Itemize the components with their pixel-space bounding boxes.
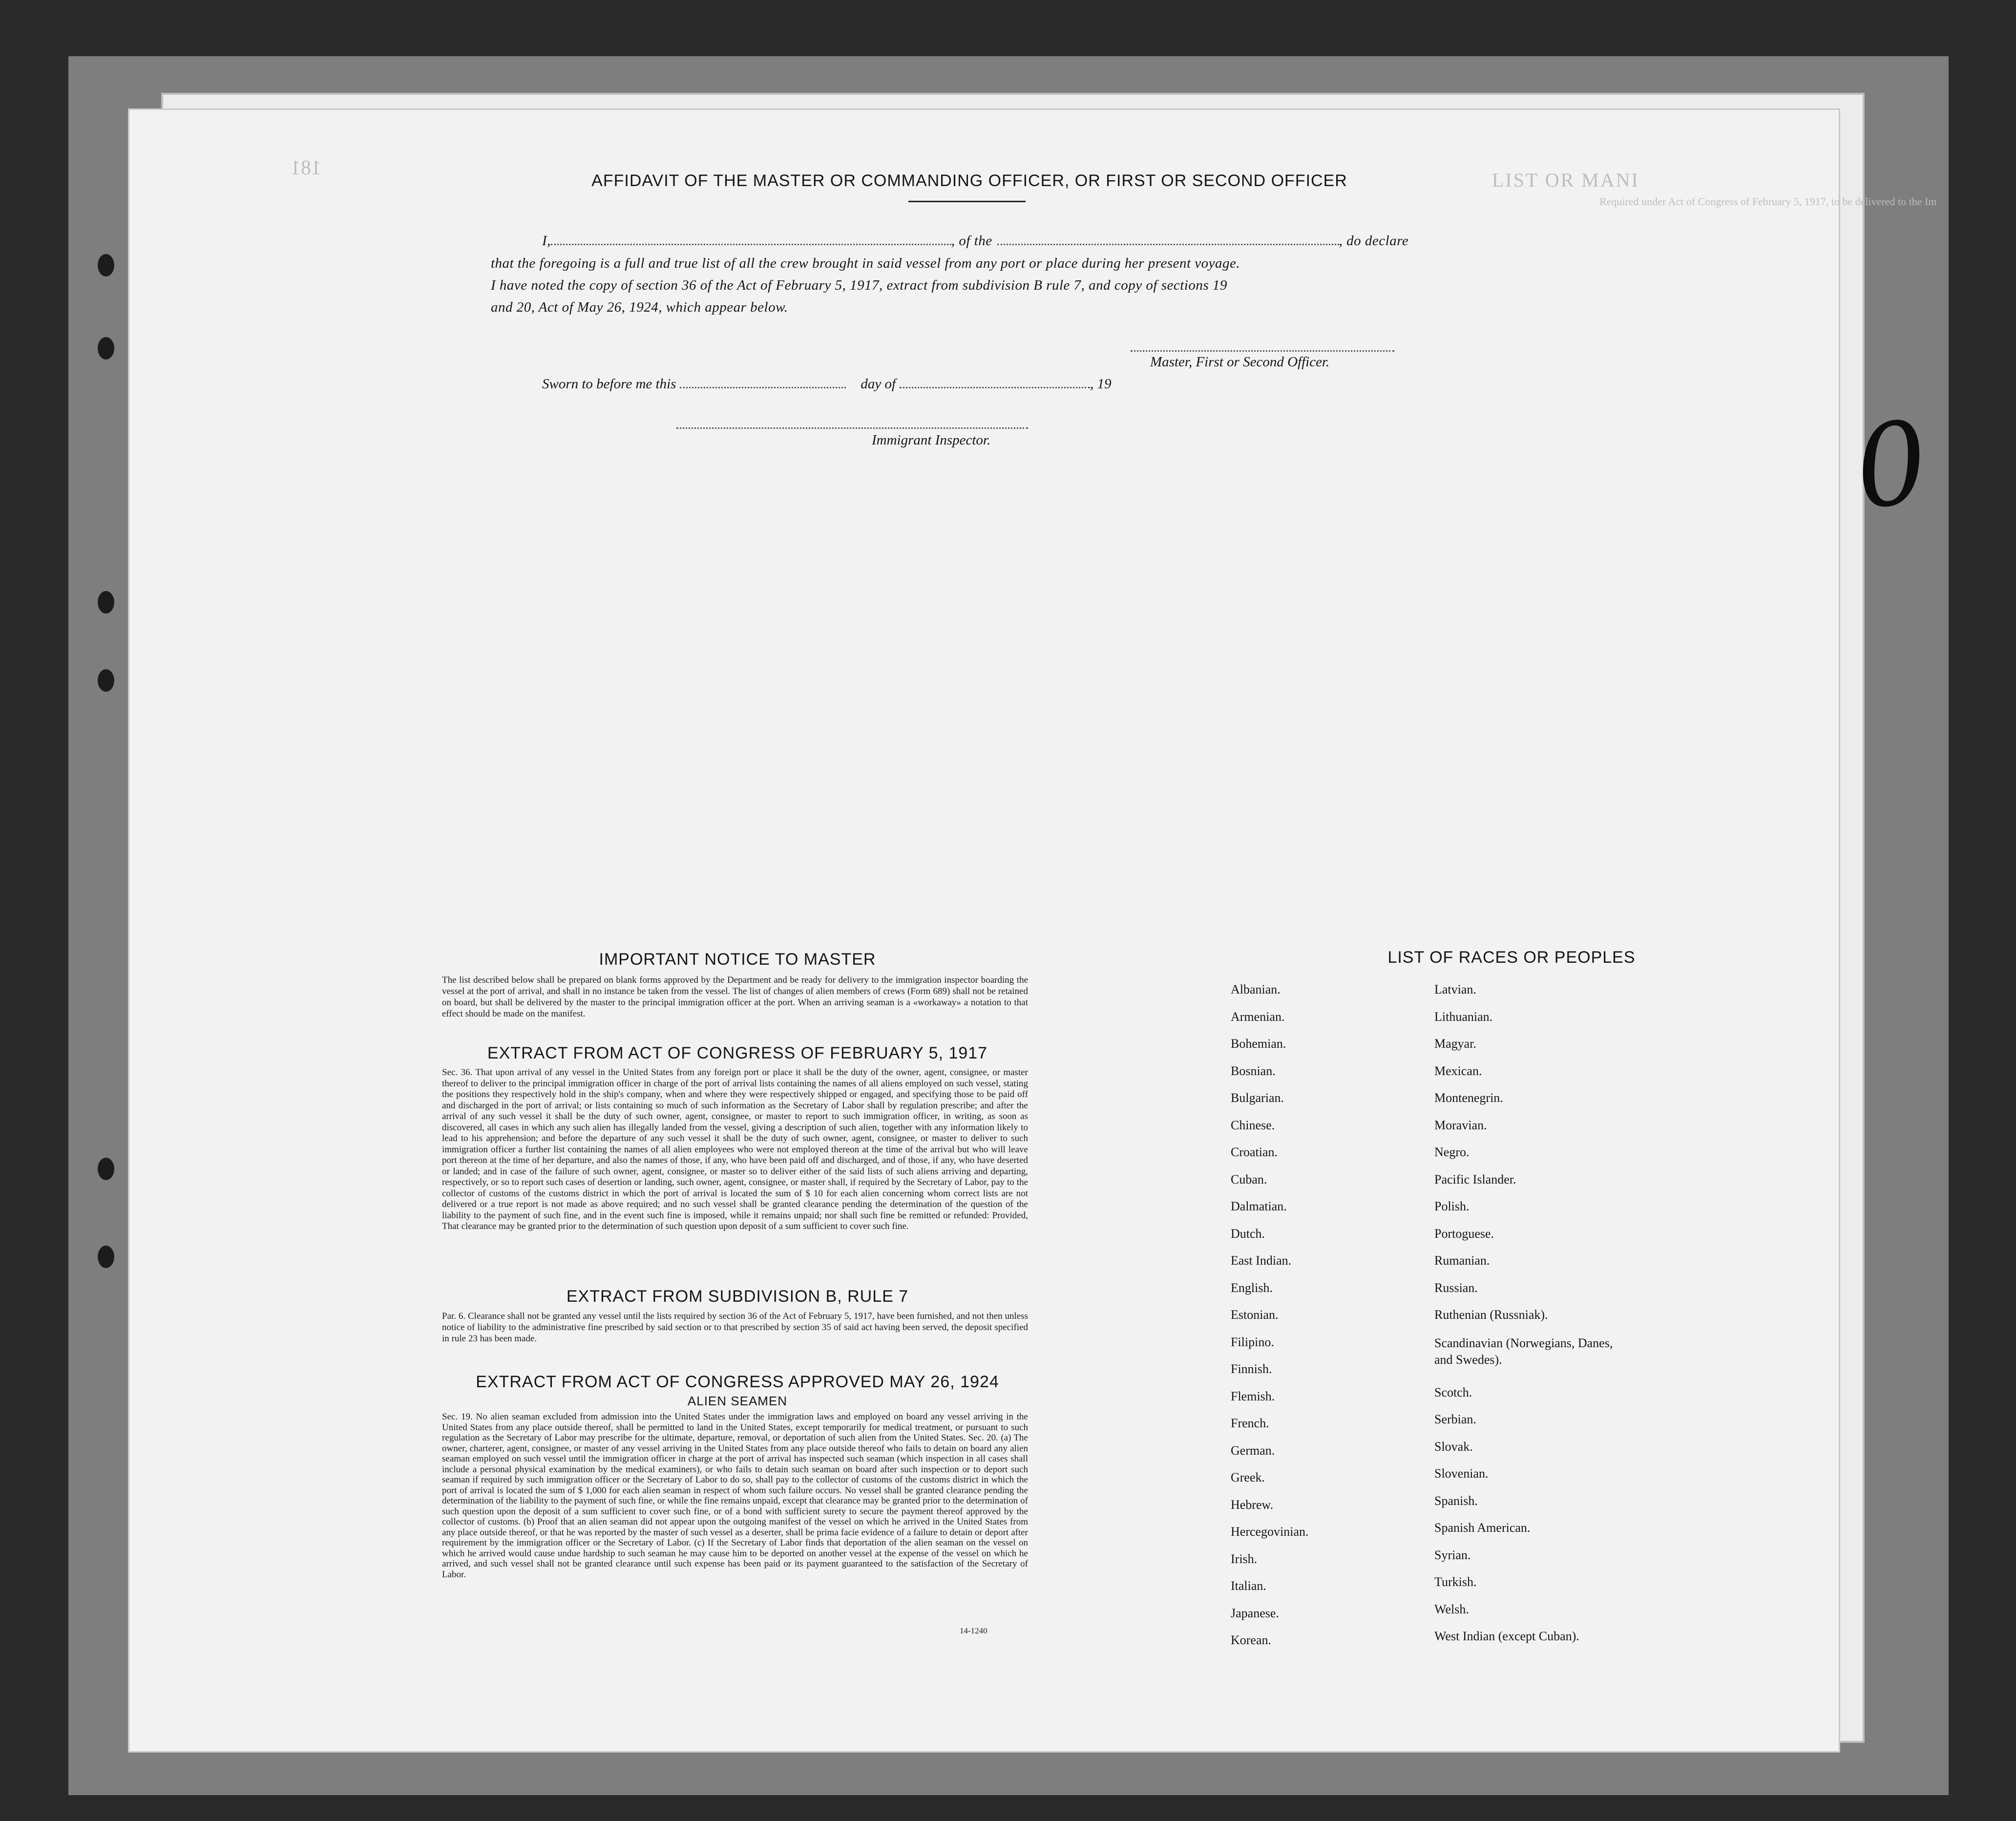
extract-1924-text: Sec. 19. No alien seaman excluded from admission into the United States under the immigration laws and employed on board any vessel arriving in the United States from any place outside thereof, shall be permitted to land in the United States, except temporarily for medical treatment, or pursuant to such regulation as the Secretary of Labor may prescribe for the ultimate, departure, removal, or deportation of such alien from the United States. Sec. 20. (a) The owner, charterer, agent, consignee, or master of any vessel arriving in the United States from any place outside thereof who fails to detain on board any alien seaman employed on such vessel until the immigration officer in charge at the port of arrival has inspected such seaman (which inspection in all cases shall include a personal physical examination by the medical examiners), or who fails to detain such seaman on board after such inspection or to deport such seaman if required by such immigration officer or the Secretary of Labor to do so, shall pay to the collector of customs of the customs district in which the port of arrival is located the sum of $ 1,000 for each alien seaman in respect of whom such failure occurs. No vessel shall be granted clearance pending the determination of the liability to the payment of such fine, or while the fine remains unpaid, except that clearance may be granted prior to the determination of such question upon the deposit of a sum sufficient to cover such fine, or of a bond with sufficient surety to secure the payment thereof approved by the collector of customs. (b) Proof that an alien seaman did not appear upon the outgoing manifest of the vessel on which he arrived in the United States from any place outside thereof, or that he was reported by the master of such vessel as a deserter, shall be prima facie evidence of a failure to detain or deport after requirement by the immigration officer or the Secretary of Labor. (c) If the Secretary of Labor finds that deportation of the alien seaman on the vessel on which he arrived would cause undue hardship to such seaman he may cause him to be deported on another vessel at the expense of the vessel on which he arrived, and such vessel shall not be granted clearance until such expense has been paid or its payment guaranteed to the satisfaction of the Secretary of Labor. xyxy=(442,1412,1028,1580)
race-item: Hebrew. xyxy=(1231,1497,1274,1512)
race-item: Lithuanian. xyxy=(1434,1009,1493,1024)
extract-1917-text: Sec. 36. That upon arrival of any vessel in the United States from any foreign port or place it shall be the duty of the owner, agent, consignee, or master thereof to deliver to the principal immigration officer in charge of the port of arrival lists containing the names of all aliens employed on such vessel, stating the positions they respectively hold in the ship's company, when and where they were respectively shipped or engaged, and specifying those to be paid off and discharged in the port of arrival; or lists containing so much of such information as the Secretary of Labor shall by regulation prescribe; and after the arrival of any such vessel it shall be the duty of such owner, agent, consignee, or master to report to such immigration officer, in writing, as soon as discovered, all cases in which any such alien has illegally landed from the vessel, giving a description of such alien, together with any information likely to lead to his apprehension; and before the departure of any such vessel it shall be the duty of such owner, agent, consignee, or master to deliver to such immigration officer a further list containing the names of all alien employees who were not employed thereon at the time of the arrival but who will leave port thereon at the time of her departure, and also the names of those, if any, who have been paid off and discharged, and of those, if any, who have deserted or landed; and in case of the failure of such owner, agent, consignee, or master so to deliver either of the said lists of such aliens arriving and departing, respectively, or so to report such cases of desertion or landing, such owner, agent, consignee, or master shall, if required by the Secretary of Labor, pay to the collector of customs of the customs district in which the port of arrival is located the sum of $ 10 for each alien concerning whom correct lists are not delivered or a true report is not made as above required; and no such vessel shall be granted clearance pending the determination of the question of the liability to the payment of such fine, and in the event such fine is imposed, while it remains unpaid; nor shall such fine be remitted or refunded: Provided, That clearance may be granted prior to the determination of such question upon deposit of a sum sufficient to cover such fine. xyxy=(442,1067,1028,1231)
race-item: Cuban. xyxy=(1231,1172,1267,1186)
sworn-text: Sworn to before me this xyxy=(542,376,676,392)
faint-subtitle: Required under Act of Congress of February 5, 1917, to be delivered to the Im xyxy=(1599,195,1937,208)
race-item: Negro. xyxy=(1434,1145,1470,1159)
declaration-do-declare: , do declare xyxy=(1339,233,1409,249)
race-item: Slovenian. xyxy=(1434,1466,1489,1481)
race-item: Welsh. xyxy=(1434,1602,1469,1616)
race-item: Magyar. xyxy=(1434,1037,1476,1051)
extract-1917-title: EXTRACT FROM ACT OF CONGRESS OF FEBRUARY 5, 1917 xyxy=(487,1044,988,1062)
race-item: German. xyxy=(1231,1443,1275,1458)
race-item: East Indian. xyxy=(1231,1253,1292,1268)
race-item: Pacific Islander. xyxy=(1434,1172,1516,1186)
race-item: Estonian. xyxy=(1231,1308,1279,1322)
sworn-year: , 19 xyxy=(1090,376,1112,392)
declaration-i: I, xyxy=(542,233,551,249)
affidavit-title: AFFIDAVIT OF THE MASTER OR COMMANDING OFFICER, OR FIRST OR SECOND OFFICER xyxy=(591,171,1347,190)
faint-list-title: LIST OR MANI xyxy=(1492,169,1639,191)
race-item: Bohemian. xyxy=(1231,1037,1286,1051)
binder-hole xyxy=(98,337,114,360)
race-item: Spanish. xyxy=(1434,1493,1478,1508)
declaration-text: and 20, Act of May 26, 1924, which appear below. xyxy=(491,299,788,315)
race-item: Hercegovinian. xyxy=(1231,1525,1309,1539)
races-title: LIST OF RACES OR PEOPLES xyxy=(1387,948,1636,967)
master-label: Master, First or Second Officer. xyxy=(1150,354,1330,370)
race-item: Italian. xyxy=(1231,1579,1266,1593)
race-item: Dalmatian. xyxy=(1231,1199,1287,1213)
race-item: Scotch. xyxy=(1434,1385,1472,1399)
binder-hole xyxy=(98,1246,114,1268)
binder-hole xyxy=(98,591,114,614)
sworn-month-field[interactable] xyxy=(900,376,1090,388)
race-item: Croatian. xyxy=(1231,1145,1278,1159)
race-item: Russian. xyxy=(1434,1280,1478,1295)
binder-hole xyxy=(98,669,114,692)
race-item: Portoguese. xyxy=(1434,1226,1494,1241)
race-item: Rumanian. xyxy=(1434,1253,1490,1268)
handwritten-zero: 0 xyxy=(1847,396,1936,535)
race-item: Filipino. xyxy=(1231,1334,1274,1349)
race-item: Japanese. xyxy=(1231,1606,1279,1620)
race-item: Scandinavian (Norwegians, Danes, and Swedes). xyxy=(1434,1335,1613,1367)
faint-page-number: 181 xyxy=(291,157,321,179)
race-item: Albanian. xyxy=(1231,982,1281,996)
declaration-text: I have noted the copy of section 36 of the Act of February 5, 1917, extract from subdivision B rule 7, and copy of sections 19 xyxy=(491,277,1227,293)
extract-rule7-text: Par. 6. Clearance shall not be granted any vessel until the lists required by section 36 of the Act of February 5, 1917, have been furnished, and not then unless notice of liability to the administrative fine prescribed by said section or to that prescribed by section 35 of said act having been served, the deposit specified in rule 23 has been made. xyxy=(442,1311,1028,1344)
declaration-line xyxy=(491,233,1433,249)
form-number: 14-1240 xyxy=(960,1626,987,1635)
notice-text: The list described below shall be prepared on blank forms approved by the Department and be ready for delivery to the immigration inspector boarding the vessel at the port of arrival, and shall in no instance be taken from the vessel. The list of changes of alien members of crews (Form 689) shall not be retained on board, but shall be delivered by the master to the principal immigration officer at the port. When an arriving seaman is a «workaway» a notation to that effect should be made on the manifest. xyxy=(442,975,1028,1019)
extract-1924-title: EXTRACT FROM ACT OF CONGRESS APPROVED MAY 26, 1924 xyxy=(476,1373,999,1391)
race-item: French. xyxy=(1231,1416,1269,1430)
race-item: Dutch. xyxy=(1231,1226,1265,1241)
race-item: Korean. xyxy=(1231,1633,1272,1647)
sworn-day-of: day of xyxy=(861,376,896,392)
race-item: Slovak. xyxy=(1434,1439,1473,1454)
inspector-label: Immigrant Inspector. xyxy=(872,432,991,448)
race-item: Latvian. xyxy=(1434,982,1476,996)
declaration-of-the: , of the xyxy=(951,233,992,249)
alien-seamen-subtitle: ALIEN SEAMEN xyxy=(687,1394,788,1408)
race-item: Bulgarian. xyxy=(1231,1091,1284,1105)
sworn-line xyxy=(542,376,1112,392)
race-item: Flemish. xyxy=(1231,1389,1275,1403)
title-underline xyxy=(908,201,1026,202)
race-item: Armenian. xyxy=(1231,1009,1285,1024)
vessel-field[interactable] xyxy=(997,233,1339,245)
race-item: Finnish. xyxy=(1231,1362,1272,1376)
extract-rule7-title: EXTRACT FROM SUBDIVISION B, RULE 7 xyxy=(566,1287,909,1306)
declaration-text: that the foregoing is a full and true list of all the crew brought in said vessel from any port or place during her present voyage. xyxy=(491,255,1240,271)
race-item: Polish. xyxy=(1434,1199,1470,1213)
race-item: Bosnian. xyxy=(1231,1063,1276,1078)
race-item: Spanish American. xyxy=(1434,1521,1531,1535)
race-item: Chinese. xyxy=(1231,1118,1275,1132)
sworn-day-field[interactable] xyxy=(680,376,846,388)
race-item: Serbian. xyxy=(1434,1412,1476,1426)
race-item: Ruthenian (Russniak). xyxy=(1434,1308,1548,1322)
notice-title: IMPORTANT NOTICE TO MASTER xyxy=(599,950,876,969)
race-item: Turkish. xyxy=(1434,1575,1477,1589)
race-item: Syrian. xyxy=(1434,1547,1471,1562)
race-item: Moravian. xyxy=(1434,1118,1487,1132)
inspector-signature-field[interactable] xyxy=(676,417,1028,429)
affidavit-page xyxy=(128,108,1937,1753)
race-item: Mexican. xyxy=(1434,1063,1482,1078)
race-item: Montenegrin. xyxy=(1434,1091,1503,1105)
race-item: Greek. xyxy=(1231,1470,1265,1484)
binder-hole xyxy=(98,1158,114,1180)
name-field[interactable] xyxy=(551,233,951,245)
binder-hole xyxy=(98,254,114,276)
race-item: West Indian (except Cuban). xyxy=(1434,1629,1579,1643)
race-item: English. xyxy=(1231,1280,1273,1295)
master-signature-field[interactable] xyxy=(1131,339,1394,352)
race-item: Irish. xyxy=(1231,1551,1258,1566)
